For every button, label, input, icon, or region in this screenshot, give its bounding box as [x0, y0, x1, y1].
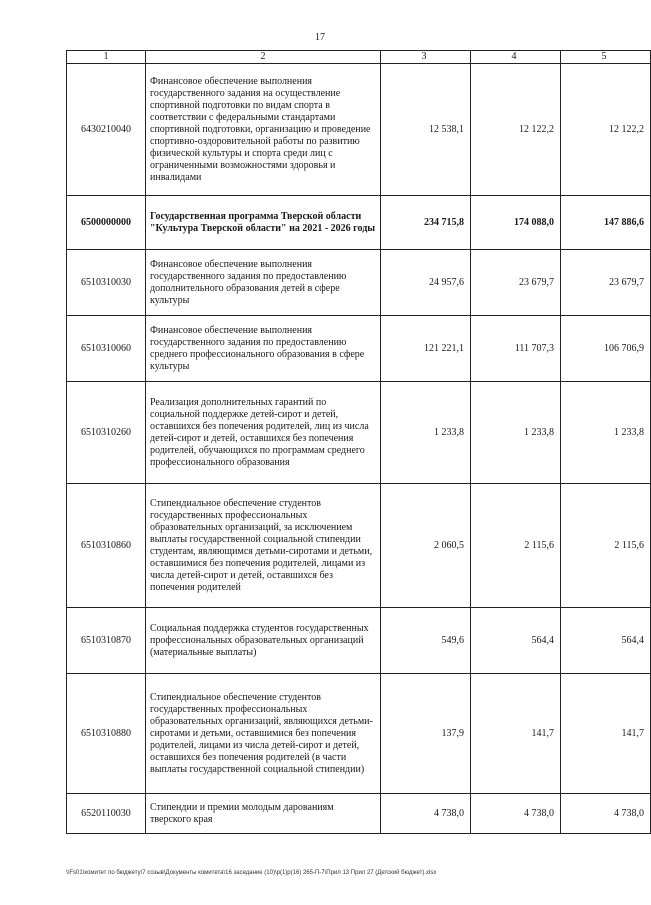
- table-row: [67, 484, 651, 608]
- header-col-2: 2: [146, 51, 381, 64]
- row-value-year1: 1 233,8: [381, 382, 471, 484]
- row-value-year3: 4 738,0: [561, 794, 651, 834]
- row-value-year3: 564,4: [561, 608, 651, 674]
- row-value-year1: 234 715,8: [381, 196, 471, 250]
- table-row: [67, 64, 651, 196]
- table-header: [67, 51, 651, 64]
- header-col-5: 5: [561, 51, 651, 64]
- table-row: [67, 674, 651, 794]
- row-code: 6510310030: [67, 250, 146, 316]
- row-value-year3: 106 706,9: [561, 316, 651, 382]
- table-row: [67, 316, 651, 382]
- row-code: 6510310870: [67, 608, 146, 674]
- budget-table: [66, 50, 651, 834]
- row-name: Стипендии и премии молодым дарованиям тверского края: [146, 794, 381, 834]
- row-name: Государственная программа Тверской области "Культура Тверской области" на 2021 - 2026 годы: [146, 196, 381, 250]
- table-row: [67, 382, 651, 484]
- row-code: 6510310880: [67, 674, 146, 794]
- row-value-year1: 24 957,6: [381, 250, 471, 316]
- table-body: [67, 64, 651, 834]
- row-value-year1: 12 538,1: [381, 64, 471, 196]
- row-code: 6520110030: [67, 794, 146, 834]
- row-value-year2: 4 738,0: [471, 794, 561, 834]
- row-code: 6510310860: [67, 484, 146, 608]
- row-code: 6500000000: [67, 196, 146, 250]
- row-name: Стипендиальное обеспечение студентов государственных профессиональных образовательных организаций, являющихся детьми-сиротами и детьми, оставшимися без попечения родителей, лицами из числа детей-сирот и детей, оставшихся без попечения родителей (в части выплаты государственной социальной стипендии): [146, 674, 381, 794]
- row-value-year2: 564,4: [471, 608, 561, 674]
- row-value-year2: 12 122,2: [471, 64, 561, 196]
- row-value-year1: 137,9: [381, 674, 471, 794]
- header-col-3: 3: [381, 51, 471, 64]
- row-value-year3: 1 233,8: [561, 382, 651, 484]
- row-name: Реализация дополнительных гарантий по социальной поддержке детей-сирот и детей, оставшихся без попечения родителей, лиц из числа детей-сирот и детей, оставшихся без попечения родителей, обучающихся по программам среднего профессионального образования: [146, 382, 381, 484]
- row-value-year3: 12 122,2: [561, 64, 651, 196]
- row-name: Финансовое обеспечение выполнения государственного задания по предоставлению среднего профессионального образования в сфере культуры: [146, 316, 381, 382]
- row-value-year2: 111 707,3: [471, 316, 561, 382]
- row-code: 6430210040: [67, 64, 146, 196]
- row-value-year3: 141,7: [561, 674, 651, 794]
- row-name: Финансовое обеспечение выполнения государственного задания по предоставлению дополнительного образования детей в сфере культуры: [146, 250, 381, 316]
- row-value-year2: 174 088,0: [471, 196, 561, 250]
- table-row: [67, 608, 651, 674]
- row-value-year2: 23 679,7: [471, 250, 561, 316]
- file-path-footer: \\Fs01\комитет по бюджету\7 созыв\Документы комитета\16 заседание (10)\р(1)р(16) 265-П-7\Прил 13 Прил 27 (Детский бюджет).xlsx: [66, 870, 437, 876]
- row-value-year3: 23 679,7: [561, 250, 651, 316]
- row-value-year3: 2 115,6: [561, 484, 651, 608]
- page-number: 17: [315, 32, 325, 43]
- header-row: [67, 51, 651, 64]
- row-value-year1: 549,6: [381, 608, 471, 674]
- table-row-program: [67, 196, 651, 250]
- row-code: 6510310060: [67, 316, 146, 382]
- row-name: Социальная поддержка студентов государственных профессиональных образовательных организаций (материальные выплаты): [146, 608, 381, 674]
- row-value-year1: 4 738,0: [381, 794, 471, 834]
- header-col-4: 4: [471, 51, 561, 64]
- row-value-year2: 141,7: [471, 674, 561, 794]
- row-value-year2: 1 233,8: [471, 382, 561, 484]
- table-row: [67, 794, 651, 834]
- row-value-year3: 147 886,6: [561, 196, 651, 250]
- header-col-1: 1: [67, 51, 146, 64]
- row-value-year2: 2 115,6: [471, 484, 561, 608]
- row-value-year1: 121 221,1: [381, 316, 471, 382]
- row-value-year1: 2 060,5: [381, 484, 471, 608]
- row-name: Стипендиальное обеспечение студентов государственных профессиональных образовательных организаций, за исключением выплаты государственной социальной стипендии студентам, являющимся детьми-сиротами и детьми, оставшимися без попечения родителей, лицами из числа детей-сирот и детей, оставшихся без попечения родителей: [146, 484, 381, 608]
- table-row: [67, 250, 651, 316]
- row-code: 6510310260: [67, 382, 146, 484]
- row-name: Финансовое обеспечение выполнения государственного задания на осуществление спортивной подготовки по видам спорта в соответствии с федеральными стандартами спортивной подготовки, организацию и проведение спортивно-оздоровительной работы по развитию физической культуры и спорта среди лиц с ограниченными возможностями здоровья и инвалидами: [146, 64, 381, 196]
